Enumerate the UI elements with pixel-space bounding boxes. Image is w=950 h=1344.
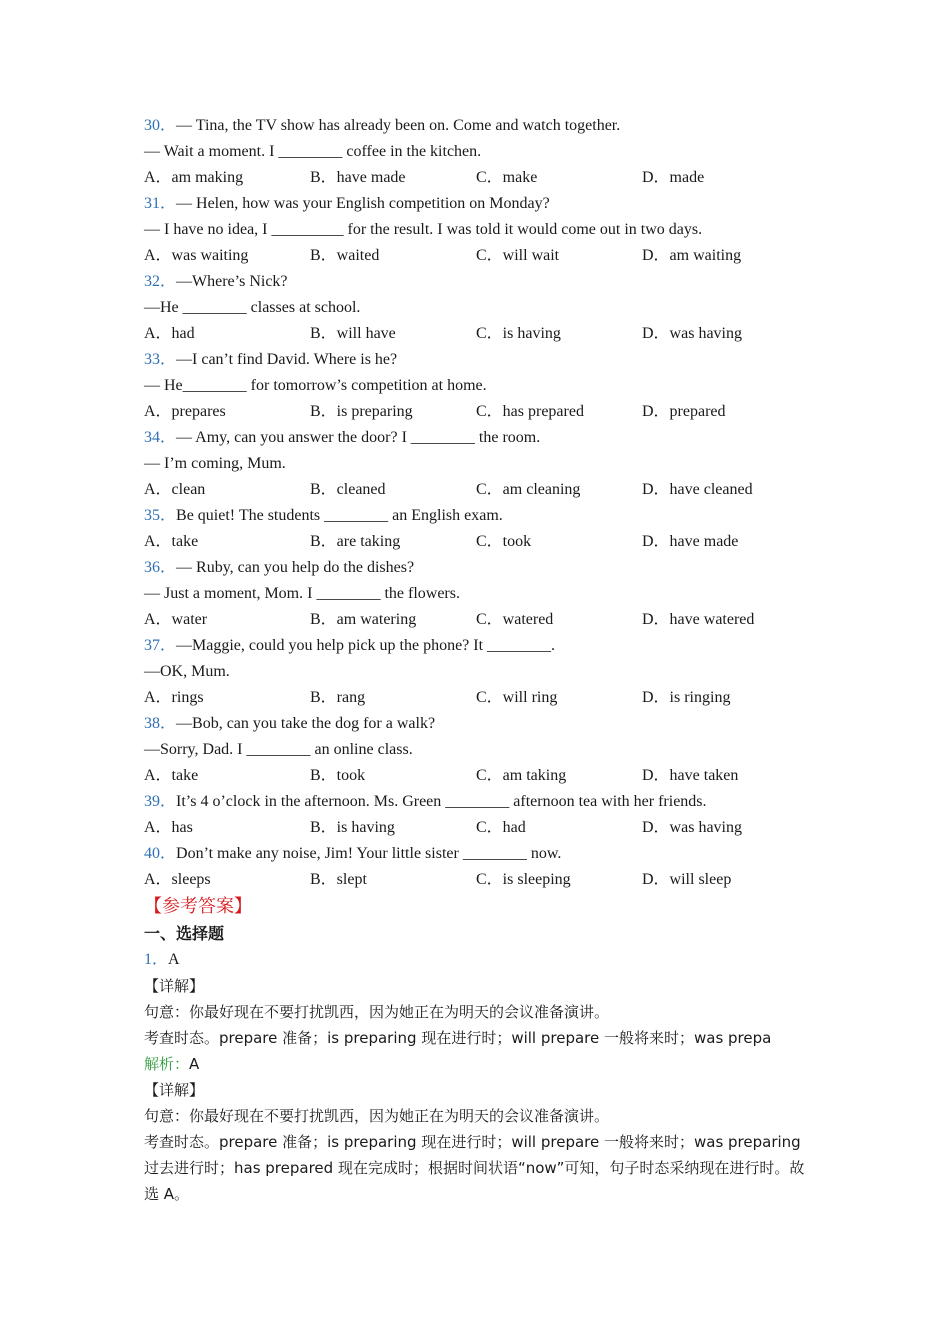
question-number-separator: ． (160, 117, 177, 134)
options-row (144, 399, 814, 425)
option-d: D．is ringing (642, 689, 731, 706)
question-list (144, 113, 814, 893)
detail-heading: 【详解】 (144, 977, 205, 995)
reply-line: — He________ for tomorrow’s competition at home. (144, 377, 487, 394)
option-c: C．has prepared (476, 403, 584, 420)
option-a: A．rings (144, 689, 204, 706)
question-line (144, 347, 814, 373)
answer-number: 1． (144, 951, 169, 968)
question-number-separator: ． (160, 715, 177, 732)
question-block (144, 789, 814, 841)
question-line (144, 503, 814, 529)
question-text: —Where’s Nick? (176, 273, 288, 290)
option-b: B．have made (310, 169, 406, 186)
option-d: D．was having (642, 325, 742, 342)
reply-line: — Just a moment, Mom. I ________ the flowers. (144, 585, 460, 602)
option-d: D．was having (642, 819, 742, 836)
question-text: Don’t make any noise, Jim! Your little sister ________ now. (176, 845, 562, 862)
sentence-meaning: 句意：你最好现在不要打扰凯西，因为她正在为明天的会议准备演讲。 (144, 1107, 610, 1125)
options-row (144, 867, 814, 893)
reply-line: —OK, Mum. (144, 663, 230, 680)
option-a: A．has (144, 819, 193, 836)
option-c: C．will ring (476, 689, 558, 706)
options-row (144, 607, 814, 633)
option-a: A．prepares (144, 403, 226, 420)
question-number-separator: ． (160, 351, 177, 368)
reply-line: — Wait a moment. I ________ coffee in the kitchen. (144, 143, 482, 160)
option-b: B．is having (310, 819, 395, 836)
option-b: B．waited (310, 247, 380, 264)
answer-value: A (168, 951, 180, 968)
question-number-separator: ． (160, 845, 177, 862)
option-b: B．are taking (310, 533, 401, 550)
question-line (144, 191, 814, 217)
option-c: C．watered (476, 611, 554, 628)
options-row (144, 477, 814, 503)
reply-line: — I’m coming, Mum. (144, 455, 286, 472)
option-d: D．have cleaned (642, 481, 753, 498)
jiexi-label: 解析： (144, 1055, 190, 1073)
jiexi-line (144, 1051, 814, 1077)
question-number-separator: ． (160, 429, 177, 446)
option-c: C．had (476, 819, 526, 836)
option-c: C．will wait (476, 247, 560, 264)
option-d: D．have made (642, 533, 739, 550)
options-row (144, 165, 814, 191)
option-c: C．is having (476, 325, 561, 342)
answer-line (144, 947, 814, 973)
option-c: C．is sleeping (476, 871, 571, 888)
question-block (144, 113, 814, 191)
option-d: D．have taken (642, 767, 739, 784)
question-block (144, 555, 814, 633)
question-number: 34 (144, 429, 160, 446)
option-b: B．rang (310, 689, 366, 706)
option-a: A．am making (144, 169, 244, 186)
question-block (144, 191, 814, 269)
question-line (144, 555, 814, 581)
question-number-separator: ． (160, 195, 177, 212)
tense-analysis: 考查时态。prepare 准备；is preparing 现在进行时；will prepare 一般将来时；was preparing 过去进行时；has prepared 现在完成时；根据时间状语“now”可知，句子时态采纳现在进行时。故选 A。 (144, 1133, 805, 1203)
reply-line: — I have no idea, I _________ for the result. I was told it would come out in two days. (144, 221, 703, 238)
question-text: —I can’t find David. Where is he? (176, 351, 398, 368)
option-b: B．cleaned (310, 481, 386, 498)
option-d: D．have watered (642, 611, 755, 628)
question-number: 36 (144, 559, 160, 576)
option-c: C．took (476, 533, 532, 550)
question-block (144, 425, 814, 503)
question-number: 35 (144, 507, 160, 524)
reply-line: —He ________ classes at school. (144, 299, 361, 316)
option-d: D．will sleep (642, 871, 732, 888)
question-number-separator: ． (160, 559, 177, 576)
options-row (144, 529, 814, 555)
detail-heading: 【详解】 (144, 1081, 205, 1099)
option-c: C．am cleaning (476, 481, 581, 498)
question-line (144, 711, 814, 737)
question-text: — Ruby, can you help do the dishes? (176, 559, 415, 576)
question-number-separator: ． (160, 273, 177, 290)
option-a: A．water (144, 611, 208, 628)
option-a: A．was waiting (144, 247, 249, 264)
question-number-separator: ． (160, 507, 177, 524)
options-row (144, 815, 814, 841)
question-number: 40 (144, 845, 160, 862)
option-b: B．slept (310, 871, 367, 888)
option-c: C．am taking (476, 767, 567, 784)
question-number: 31 (144, 195, 160, 212)
question-text: — Helen, how was your English competition on Monday? (176, 195, 550, 212)
option-a: A．take (144, 767, 199, 784)
question-number: 37 (144, 637, 160, 654)
question-number: 39 (144, 793, 160, 810)
option-a: A．clean (144, 481, 206, 498)
question-number-separator: ． (160, 637, 177, 654)
question-block (144, 711, 814, 789)
sentence-meaning: 句意：你最好现在不要打扰凯西，因为她正在为明天的会议准备演讲。 (144, 1003, 610, 1021)
option-b: B．am watering (310, 611, 417, 628)
question-line (144, 425, 814, 451)
question-number: 33 (144, 351, 160, 368)
question-text: Be quiet! The students ________ an English exam. (176, 507, 503, 524)
question-line (144, 113, 814, 139)
question-number-separator: ． (160, 793, 177, 810)
question-line (144, 633, 814, 659)
option-a: A．take (144, 533, 199, 550)
answer-key-title: 【参考答案】 (144, 896, 252, 917)
reply-line: —Sorry, Dad. I ________ an online class. (144, 741, 413, 758)
tense-analysis-truncated: 考查时态。prepare 准备；is preparing 现在进行时；will prepare 一般将来时；was prepa (144, 1029, 772, 1047)
option-c: C．make (476, 169, 538, 186)
section-heading: 一、选择题 (144, 924, 225, 943)
question-block (144, 347, 814, 425)
question-number: 32 (144, 273, 160, 290)
question-line (144, 789, 814, 815)
option-d: D．am waiting (642, 247, 742, 264)
options-row (144, 321, 814, 347)
jiexi-answer: A (189, 1055, 200, 1073)
option-d: D．prepared (642, 403, 726, 420)
question-number: 38 (144, 715, 160, 732)
option-b: B．is preparing (310, 403, 413, 420)
option-d: D．made (642, 169, 705, 186)
question-text: — Tina, the TV show has already been on. Come and watch together. (176, 117, 621, 134)
option-b: B．took (310, 767, 366, 784)
options-row (144, 243, 814, 269)
question-text: — Amy, can you answer the door? I ________ the room. (176, 429, 541, 446)
options-row (144, 763, 814, 789)
option-a: A．had (144, 325, 195, 342)
question-number: 30 (144, 117, 160, 134)
question-block (144, 503, 814, 555)
question-text: —Bob, can you take the dog for a walk? (176, 715, 436, 732)
question-block (144, 269, 814, 347)
question-line (144, 841, 814, 867)
option-b: B．will have (310, 325, 396, 342)
question-line (144, 269, 814, 295)
question-text: —Maggie, could you help pick up the phone? It ________. (176, 637, 556, 654)
option-a: A．sleeps (144, 871, 211, 888)
document-page (144, 113, 814, 1207)
options-row (144, 685, 814, 711)
question-text: It’s 4 o’clock in the afternoon. Ms. Green ________ afternoon tea with her friends. (176, 793, 707, 810)
question-block (144, 633, 814, 711)
question-block (144, 841, 814, 893)
